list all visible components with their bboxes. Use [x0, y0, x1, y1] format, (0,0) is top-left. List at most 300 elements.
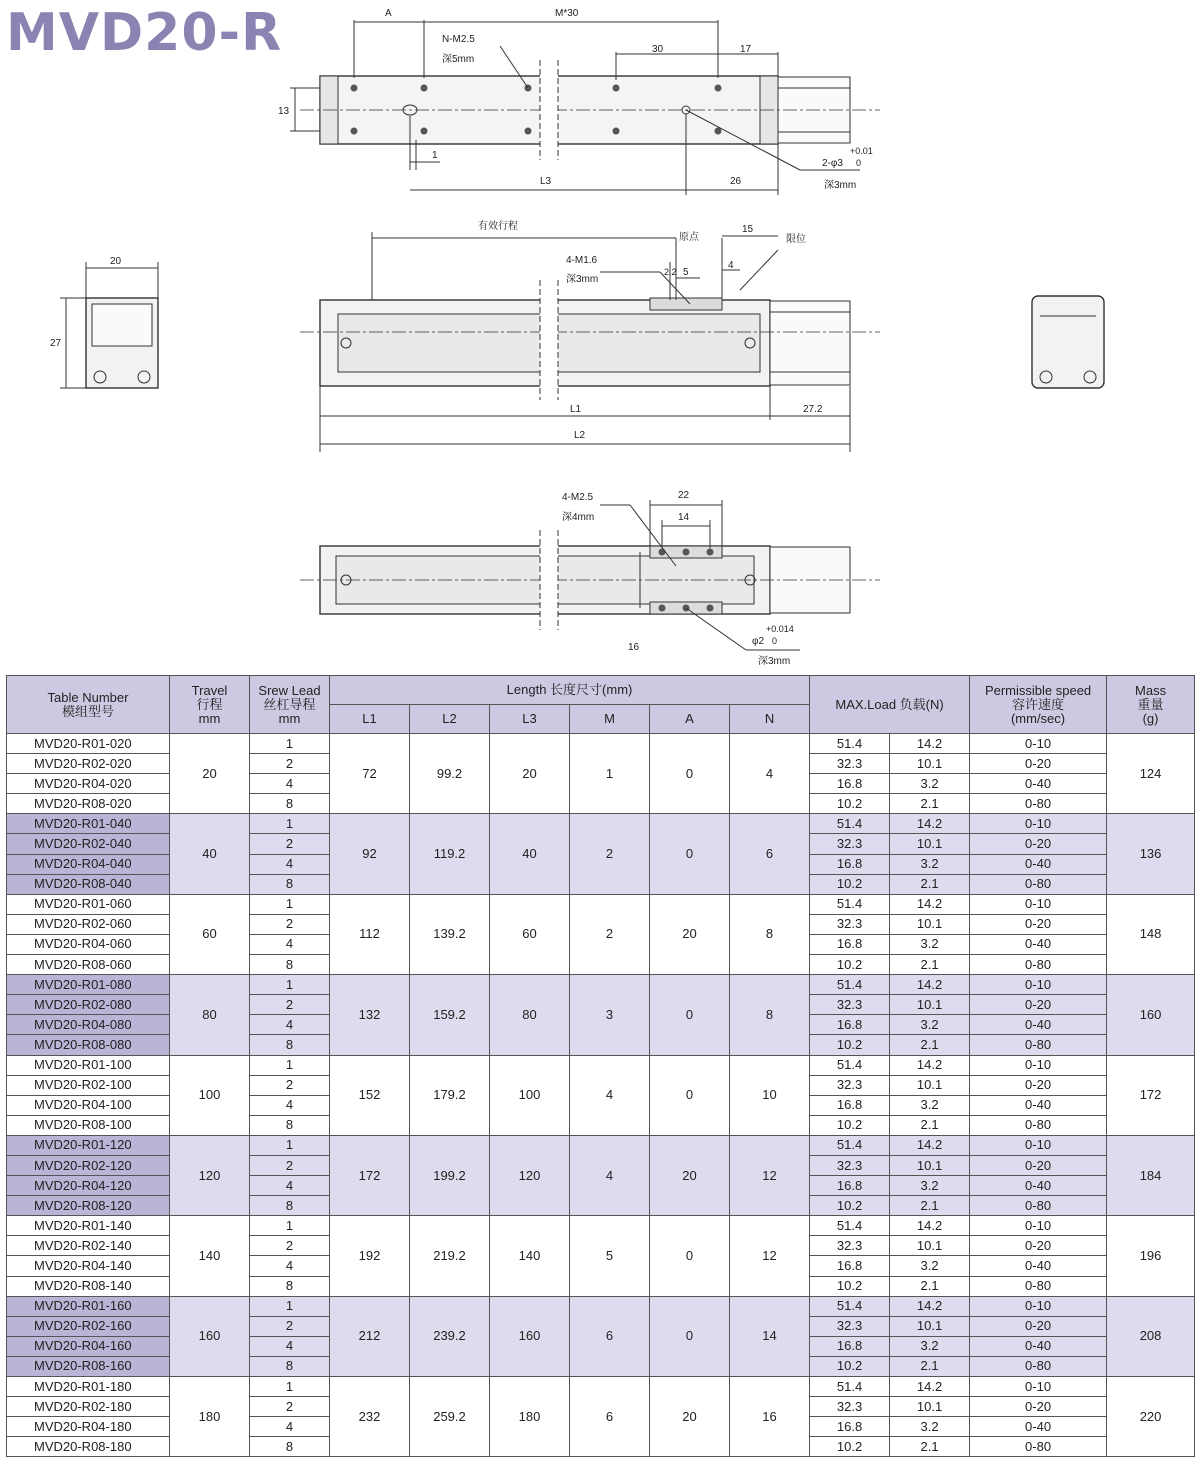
n-cell: 12	[730, 1135, 810, 1215]
speed-cell: 0-10	[970, 894, 1107, 914]
spec-table-body	[7, 734, 1195, 1457]
lead-cell: 8	[250, 955, 330, 975]
lead-cell: 4	[250, 1095, 330, 1115]
header-l3: L3	[490, 705, 570, 734]
m-cell: 4	[570, 1135, 650, 1215]
speed-cell: 0-10	[970, 1135, 1107, 1155]
lead-cell: 1	[250, 1055, 330, 1075]
model-cell: MVD20-R02-080	[7, 995, 170, 1015]
lead-cell: 2	[250, 754, 330, 774]
a-cell: 0	[650, 1296, 730, 1376]
speed-cell: 0-40	[970, 854, 1107, 874]
model-cell: MVD20-R04-160	[7, 1336, 170, 1356]
dim-5: 5	[683, 267, 689, 278]
lead-cell: 1	[250, 894, 330, 914]
travel-cell: 160	[170, 1296, 250, 1376]
dim-m30: M*30	[555, 8, 579, 19]
dim-depth3: 深3mm	[824, 180, 857, 191]
speed-cell: 0-80	[970, 794, 1107, 814]
load-1-cell: 10.2	[810, 1196, 890, 1216]
lead-cell: 4	[250, 1417, 330, 1437]
l1-cell: 132	[330, 975, 410, 1055]
table-row	[7, 734, 1195, 754]
load-2-cell: 3.2	[890, 934, 970, 954]
load-2-cell: 2.1	[890, 955, 970, 975]
lead-cell: 4	[250, 1256, 330, 1276]
dim-17: 17	[740, 44, 752, 55]
load-2-cell: 3.2	[890, 1095, 970, 1115]
header-load: MAX.Load 负载(N)	[810, 676, 970, 734]
speed-cell: 0-80	[970, 874, 1107, 894]
speed-cell: 0-40	[970, 1417, 1107, 1437]
load-2-cell: 14.2	[890, 1055, 970, 1075]
lead-cell: 2	[250, 1316, 330, 1336]
load-2-cell: 10.1	[890, 754, 970, 774]
lead-cell: 4	[250, 1015, 330, 1035]
load-1-cell: 16.8	[810, 1256, 890, 1276]
header-travel-unit: mm	[198, 710, 221, 726]
lead-cell: 2	[250, 914, 330, 934]
n-cell: 6	[730, 814, 810, 894]
l1-cell: 212	[330, 1296, 410, 1376]
speed-cell: 0-10	[970, 814, 1107, 834]
load-1-cell: 16.8	[810, 1176, 890, 1196]
load-2-cell: 14.2	[890, 1135, 970, 1155]
l3-cell: 20	[490, 734, 570, 814]
load-1-cell: 51.4	[810, 734, 890, 754]
header-travel	[170, 676, 250, 734]
model-cell: MVD20-R08-180	[7, 1437, 170, 1457]
travel-cell: 80	[170, 975, 250, 1055]
travel-cell: 100	[170, 1055, 250, 1135]
load-2-cell: 10.1	[890, 995, 970, 1015]
header-lead-unit: mm	[278, 710, 301, 726]
speed-cell: 0-20	[970, 995, 1107, 1015]
lead-cell: 8	[250, 794, 330, 814]
load-2-cell: 14.2	[890, 734, 970, 754]
model-cell: MVD20-R02-140	[7, 1236, 170, 1256]
load-2-cell: 2.1	[890, 1035, 970, 1055]
load-1-cell: 10.2	[810, 1437, 890, 1457]
load-1-cell: 16.8	[810, 934, 890, 954]
lead-cell: 4	[250, 1176, 330, 1196]
load-1-cell: 32.3	[810, 1075, 890, 1095]
a-cell: 20	[650, 1135, 730, 1215]
mass-cell: 160	[1107, 975, 1195, 1055]
lead-cell: 2	[250, 1155, 330, 1175]
a-cell: 0	[650, 814, 730, 894]
l1-cell: 232	[330, 1377, 410, 1457]
speed-cell: 0-20	[970, 1397, 1107, 1417]
load-2-cell: 14.2	[890, 1377, 970, 1397]
load-1-cell: 51.4	[810, 814, 890, 834]
dim-l1: L1	[570, 404, 582, 415]
dim-4m25: 4-M2.5	[562, 492, 594, 503]
m-cell: 1	[570, 734, 650, 814]
load-1-cell: 32.3	[810, 914, 890, 934]
load-1-cell: 16.8	[810, 1417, 890, 1437]
lead-cell: 8	[250, 1035, 330, 1055]
header-speed-en: Permissible speed	[984, 682, 1092, 698]
speed-cell: 0-40	[970, 1256, 1107, 1276]
l3-cell: 180	[490, 1377, 570, 1457]
model-cell: MVD20-R04-180	[7, 1417, 170, 1437]
dim-l2: L2	[574, 430, 586, 441]
lead-cell: 1	[250, 975, 330, 995]
dim-15: 15	[742, 224, 754, 235]
a-cell: 0	[650, 734, 730, 814]
l1-cell: 112	[330, 894, 410, 974]
speed-cell: 0-40	[970, 1095, 1107, 1115]
lead-cell: 1	[250, 1296, 330, 1316]
speed-cell: 0-20	[970, 1075, 1107, 1095]
header-mass-cn: 重量	[1137, 696, 1164, 712]
model-cell: MVD20-R08-060	[7, 955, 170, 975]
speed-cell: 0-20	[970, 1236, 1107, 1256]
table-row	[7, 1377, 1195, 1397]
header-lead-cn: 丝杠导程	[263, 696, 316, 712]
dim-tol-zero-b: 0	[772, 636, 778, 646]
mass-cell: 220	[1107, 1377, 1195, 1457]
load-2-cell: 14.2	[890, 814, 970, 834]
l3-cell: 60	[490, 894, 570, 974]
travel-cell: 20	[170, 734, 250, 814]
travel-cell: 180	[170, 1377, 250, 1457]
model-cell: MVD20-R01-120	[7, 1135, 170, 1155]
speed-cell: 0-80	[970, 1356, 1107, 1376]
l2-cell: 179.2	[410, 1055, 490, 1135]
speed-cell: 0-10	[970, 1296, 1107, 1316]
load-1-cell: 10.2	[810, 794, 890, 814]
lead-cell: 1	[250, 1135, 330, 1155]
n-cell: 4	[730, 734, 810, 814]
load-1-cell: 51.4	[810, 975, 890, 995]
load-1-cell: 10.2	[810, 1356, 890, 1376]
model-cell: MVD20-R04-100	[7, 1095, 170, 1115]
l3-cell: 80	[490, 975, 570, 1055]
load-2-cell: 10.1	[890, 914, 970, 934]
speed-cell: 0-40	[970, 1015, 1107, 1035]
m-cell: 4	[570, 1055, 650, 1135]
n-cell: 12	[730, 1216, 810, 1296]
lead-cell: 1	[250, 814, 330, 834]
load-1-cell: 32.3	[810, 1397, 890, 1417]
model-cell: MVD20-R08-160	[7, 1356, 170, 1376]
l1-cell: 92	[330, 814, 410, 894]
load-1-cell: 51.4	[810, 1377, 890, 1397]
load-1-cell: 10.2	[810, 874, 890, 894]
lead-cell: 1	[250, 1377, 330, 1397]
technical-drawing	[0, 0, 1200, 670]
m-cell: 6	[570, 1296, 650, 1376]
dim-22b: 22	[678, 490, 690, 501]
lead-cell: 4	[250, 774, 330, 794]
header-m: M	[570, 705, 650, 734]
dim-l3: L3	[540, 176, 552, 187]
load-1-cell: 51.4	[810, 1296, 890, 1316]
model-cell: MVD20-R01-040	[7, 814, 170, 834]
dim-1: 1	[432, 150, 438, 161]
l1-cell: 192	[330, 1216, 410, 1296]
load-2-cell: 2.1	[890, 794, 970, 814]
dim-effective-travel: 有效行程	[478, 221, 518, 232]
l3-cell: 160	[490, 1296, 570, 1376]
model-cell: MVD20-R02-100	[7, 1075, 170, 1095]
speed-cell: 0-80	[970, 1437, 1107, 1457]
top-view	[290, 20, 880, 195]
lead-cell: 8	[250, 1356, 330, 1376]
n-cell: 14	[730, 1296, 810, 1376]
model-cell: MVD20-R08-040	[7, 874, 170, 894]
n-cell: 10	[730, 1055, 810, 1135]
load-1-cell: 32.3	[810, 1316, 890, 1336]
page-title: MVD20-R	[6, 3, 283, 63]
load-1-cell: 16.8	[810, 774, 890, 794]
l2-cell: 99.2	[410, 734, 490, 814]
spec-table	[6, 675, 1195, 1457]
mass-cell: 136	[1107, 814, 1195, 894]
header-speed-unit: (mm/sec)	[1010, 710, 1066, 726]
model-cell: MVD20-R01-020	[7, 734, 170, 754]
header-a: A	[650, 705, 730, 734]
header-length: Length 长度尺寸(mm)	[330, 676, 810, 705]
mass-cell: 184	[1107, 1135, 1195, 1215]
header-speed-cn: 容许速度	[1012, 696, 1065, 712]
load-1-cell: 32.3	[810, 834, 890, 854]
n-cell: 8	[730, 975, 810, 1055]
load-2-cell: 10.1	[890, 834, 970, 854]
mass-cell: 124	[1107, 734, 1195, 814]
load-1-cell: 10.2	[810, 1115, 890, 1135]
dim-tol-plus-b: +0.014	[766, 624, 794, 634]
load-2-cell: 2.1	[890, 1356, 970, 1376]
model-cell: MVD20-R08-080	[7, 1035, 170, 1055]
load-1-cell: 16.8	[810, 1015, 890, 1035]
l3-cell: 100	[490, 1055, 570, 1135]
table-row	[7, 1055, 1195, 1075]
lead-cell: 2	[250, 995, 330, 1015]
speed-cell: 0-10	[970, 1377, 1107, 1397]
load-2-cell: 14.2	[890, 975, 970, 995]
load-2-cell: 10.1	[890, 1075, 970, 1095]
n-cell: 8	[730, 894, 810, 974]
lead-cell: 2	[250, 1075, 330, 1095]
l2-cell: 139.2	[410, 894, 490, 974]
dim-13: 13	[278, 106, 290, 117]
dim-272: 27.2	[803, 404, 823, 415]
lead-cell: 4	[250, 934, 330, 954]
dim-22: 2.2	[664, 267, 677, 277]
l2-cell: 239.2	[410, 1296, 490, 1376]
table-row	[7, 1135, 1195, 1155]
dim-20: 20	[110, 256, 122, 267]
l2-cell: 199.2	[410, 1135, 490, 1215]
lead-cell: 4	[250, 1336, 330, 1356]
table-row	[7, 1296, 1195, 1316]
a-cell: 0	[650, 975, 730, 1055]
lead-cell: 8	[250, 1115, 330, 1135]
header-lead	[250, 676, 330, 734]
load-1-cell: 51.4	[810, 894, 890, 914]
l3-cell: 40	[490, 814, 570, 894]
speed-cell: 0-80	[970, 1035, 1107, 1055]
travel-cell: 60	[170, 894, 250, 974]
dim-27: 27	[50, 338, 62, 349]
dim-phi2: φ2	[752, 636, 765, 647]
model-cell: MVD20-R08-020	[7, 794, 170, 814]
speed-cell: 0-80	[970, 955, 1107, 975]
speed-cell: 0-10	[970, 734, 1107, 754]
load-2-cell: 2.1	[890, 874, 970, 894]
header-mass	[1107, 676, 1195, 734]
model-cell: MVD20-R08-120	[7, 1196, 170, 1216]
load-2-cell: 3.2	[890, 1015, 970, 1035]
model-cell: MVD20-R01-160	[7, 1296, 170, 1316]
model-cell: MVD20-R01-140	[7, 1216, 170, 1236]
load-2-cell: 3.2	[890, 854, 970, 874]
model-cell: MVD20-R02-020	[7, 754, 170, 774]
l1-cell: 72	[330, 734, 410, 814]
dim-depth3-side: 深3mm	[566, 274, 599, 285]
dim-2phi3: 2-φ3	[822, 158, 843, 169]
speed-cell: 0-10	[970, 1055, 1107, 1075]
l1-cell: 172	[330, 1135, 410, 1215]
l3-cell: 140	[490, 1216, 570, 1296]
header-l2: L2	[410, 705, 490, 734]
header-mass-en: Mass	[1135, 682, 1167, 698]
model-cell: MVD20-R04-140	[7, 1256, 170, 1276]
l2-cell: 219.2	[410, 1216, 490, 1296]
dim-origin: 原点	[679, 232, 699, 243]
header-travel-cn: 行程	[196, 696, 223, 712]
l2-cell: 259.2	[410, 1377, 490, 1457]
end-view-right	[1032, 296, 1104, 388]
l2-cell: 119.2	[410, 814, 490, 894]
header-lead-en: Srew Lead	[258, 682, 321, 698]
travel-cell: 120	[170, 1135, 250, 1215]
dim-tol-zero: 0	[856, 158, 862, 168]
dim-limit: 限位	[786, 234, 806, 245]
model-cell: MVD20-R02-060	[7, 914, 170, 934]
model-cell: MVD20-R04-020	[7, 774, 170, 794]
load-2-cell: 3.2	[890, 1176, 970, 1196]
table-row	[7, 975, 1195, 995]
header-l1: L1	[330, 705, 410, 734]
header-speed	[970, 676, 1107, 734]
model-cell: MVD20-R04-120	[7, 1176, 170, 1196]
model-cell: MVD20-R02-160	[7, 1316, 170, 1336]
load-2-cell: 3.2	[890, 774, 970, 794]
load-2-cell: 10.1	[890, 1397, 970, 1417]
load-2-cell: 10.1	[890, 1155, 970, 1175]
n-cell: 16	[730, 1377, 810, 1457]
speed-cell: 0-80	[970, 1196, 1107, 1216]
speed-cell: 0-20	[970, 914, 1107, 934]
dim-4m16: 4-M1.6	[566, 255, 598, 266]
l3-cell: 120	[490, 1135, 570, 1215]
load-1-cell: 32.3	[810, 995, 890, 1015]
header-table-number-en: Table Number	[47, 689, 129, 705]
speed-cell: 0-20	[970, 1155, 1107, 1175]
travel-cell: 140	[170, 1216, 250, 1296]
load-2-cell: 3.2	[890, 1417, 970, 1437]
header-table-number	[7, 676, 170, 734]
a-cell: 0	[650, 1055, 730, 1135]
dim-30: 30	[652, 44, 664, 55]
load-1-cell: 32.3	[810, 1155, 890, 1175]
load-2-cell: 2.1	[890, 1276, 970, 1296]
header-mass-unit: (g)	[1142, 710, 1159, 726]
mass-cell: 208	[1107, 1296, 1195, 1376]
load-2-cell: 2.1	[890, 1437, 970, 1457]
speed-cell: 0-80	[970, 1276, 1107, 1296]
load-1-cell: 16.8	[810, 1336, 890, 1356]
table-row	[7, 1216, 1195, 1236]
load-2-cell: 10.1	[890, 1316, 970, 1336]
model-cell: MVD20-R02-120	[7, 1155, 170, 1175]
end-view-left	[60, 262, 158, 388]
lead-cell: 2	[250, 1397, 330, 1417]
load-2-cell: 10.1	[890, 1236, 970, 1256]
speed-cell: 0-20	[970, 834, 1107, 854]
travel-cell: 40	[170, 814, 250, 894]
lead-cell: 8	[250, 1276, 330, 1296]
model-cell: MVD20-R01-100	[7, 1055, 170, 1075]
speed-cell: 0-40	[970, 934, 1107, 954]
load-1-cell: 16.8	[810, 854, 890, 874]
load-2-cell: 3.2	[890, 1256, 970, 1276]
mass-cell: 148	[1107, 894, 1195, 974]
speed-cell: 0-40	[970, 1336, 1107, 1356]
load-2-cell: 14.2	[890, 1296, 970, 1316]
m-cell: 2	[570, 894, 650, 974]
load-2-cell: 2.1	[890, 1115, 970, 1135]
load-1-cell: 32.3	[810, 1236, 890, 1256]
load-2-cell: 14.2	[890, 894, 970, 914]
speed-cell: 0-40	[970, 1176, 1107, 1196]
model-cell: MVD20-R01-180	[7, 1377, 170, 1397]
m-cell: 2	[570, 814, 650, 894]
lead-cell: 2	[250, 834, 330, 854]
speed-cell: 0-10	[970, 1216, 1107, 1236]
header-table-number-cn: 模组型号	[61, 703, 114, 719]
dim-depth5: 深5mm	[442, 54, 475, 65]
m-cell: 5	[570, 1216, 650, 1296]
speed-cell: 0-10	[970, 975, 1107, 995]
table-row	[7, 894, 1195, 914]
load-1-cell: 10.2	[810, 955, 890, 975]
load-1-cell: 16.8	[810, 1095, 890, 1115]
load-1-cell: 51.4	[810, 1216, 890, 1236]
model-cell: MVD20-R08-100	[7, 1115, 170, 1135]
model-cell: MVD20-R02-180	[7, 1397, 170, 1417]
model-cell: MVD20-R04-080	[7, 1015, 170, 1035]
dim-tol-plus: +0.01	[850, 146, 873, 156]
lead-cell: 8	[250, 874, 330, 894]
model-cell: MVD20-R04-040	[7, 854, 170, 874]
model-cell: MVD20-R04-060	[7, 934, 170, 954]
dim-16: 16	[628, 642, 640, 653]
dim-4: 4	[728, 260, 734, 271]
mass-cell: 196	[1107, 1216, 1195, 1296]
model-cell: MVD20-R08-140	[7, 1276, 170, 1296]
lead-cell: 2	[250, 1236, 330, 1256]
mass-cell: 172	[1107, 1055, 1195, 1135]
load-2-cell: 14.2	[890, 1216, 970, 1236]
dim-26: 26	[730, 176, 742, 187]
a-cell: 20	[650, 894, 730, 974]
speed-cell: 0-20	[970, 754, 1107, 774]
